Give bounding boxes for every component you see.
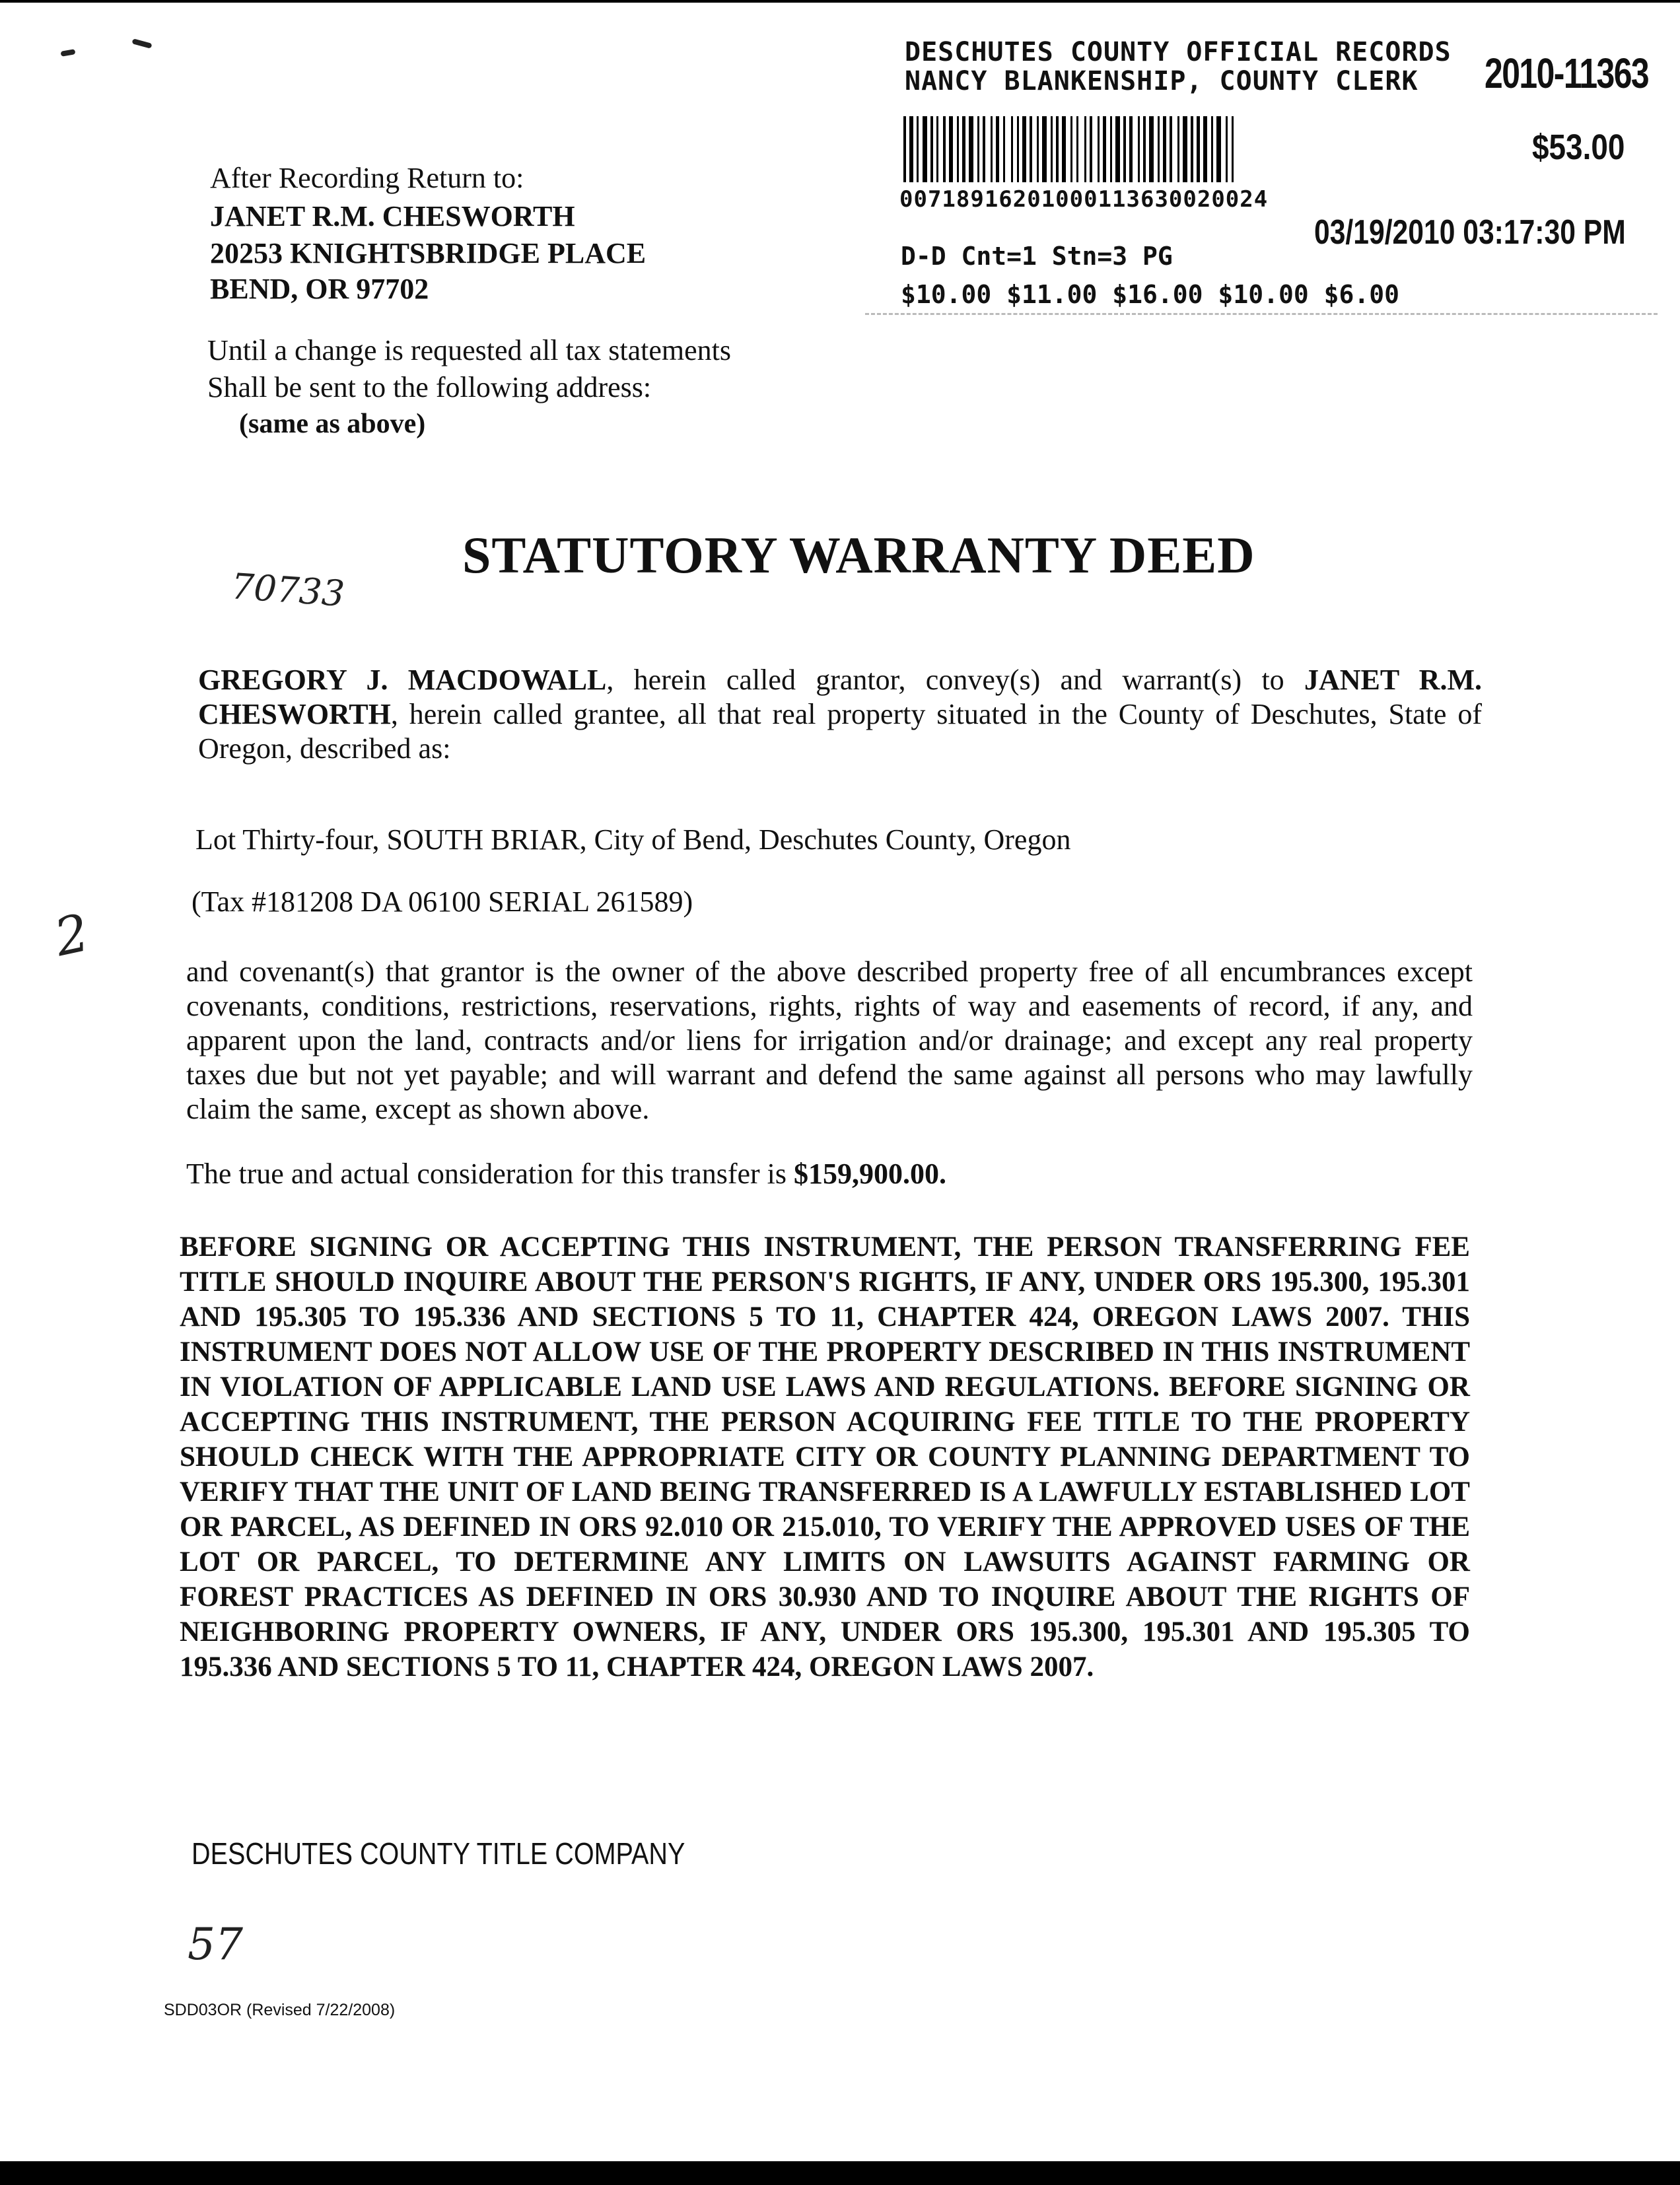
barcode-bar [936,116,938,182]
scan-bottom-band [0,2161,1680,2185]
barcode-bar [1226,116,1228,182]
barcode-bar [1183,116,1187,182]
grant-text-1: , herein called grantor, convey(s) and warrant(s) to [606,664,1304,696]
return-address-name: JANET R.M. CHESWORTH [210,200,575,232]
form-number: SDD03OR (Revised 7/22/2008) [164,2001,396,2019]
handwritten-initials: 57 [188,1919,243,1970]
barcode-bar [1163,116,1166,182]
barcode-bar [1090,116,1092,182]
barcode-bar [1211,116,1213,182]
consideration-text: The true and actual consideration for this transfer is [186,1158,794,1190]
handwritten-margin-mark: 2 [50,903,94,969]
barcode-bar [977,116,979,182]
tax-statement-line-1: Until a change is requested all tax statements [207,334,731,366]
barcode-bar [1123,116,1126,182]
consideration-line [186,1157,946,1191]
barcode-bar [1051,116,1053,182]
barcode-number: 00718916201000113630020024 [899,186,1269,213]
barcode-bar [1022,116,1026,182]
barcode-bar [1110,116,1112,182]
legal-description: Lot Thirty-four, SOUTH BRIAR, City of Bend, Deschutes County, Oregon [195,823,1071,856]
document-number: 2010-11363 [1485,50,1649,97]
barcode-bar [917,116,919,182]
return-address-city: BEND, OR 97702 [210,273,429,305]
barcode-bar [1062,116,1066,182]
grantor-name: GREGORY J. MACDOWALL [198,664,607,696]
barcode-bar [1115,116,1120,182]
barcode-bar [1030,116,1032,182]
barcode-bar [1197,116,1200,182]
barcode-bar [1158,116,1160,182]
barcode-bar [1149,116,1154,182]
barcode-bar [1138,116,1140,182]
barcode-bar [1084,116,1086,182]
barcode-bar [1129,116,1133,182]
barcode-bar [1098,116,1100,182]
barcode-bar [923,116,927,182]
barcode-bar [903,116,906,182]
grant-clause [198,663,1482,766]
barcode-bar [1170,116,1172,182]
barcode-bar [1216,116,1221,182]
barcode-bar [909,116,913,182]
barcode-bar [996,116,999,182]
scan-speck-mark [131,38,152,48]
handwritten-file-ref: 70733 [230,565,346,615]
ors-notice-paragraph: BEFORE SIGNING OR ACCEPTING THIS INSTRUMENT, THE PERSON TRANSFERRING FEE TITLE SHOULD INQUIRE ABOUT THE PERSON'S RIGHTS, IF ANY, UNDER ORS 195.300, 195.301 AND 195.305 TO 195.336 AND SECTIONS 5 TO 11, CHAPTER 424, OREGON LAWS 2007. THIS INSTRUMENT DOES NOT ALLOW USE OF THE PROPERTY DESCRIBED IN THIS INSTRUMENT IN VIOLATION OF APPLICABLE LAND USE LAWS AND REGULATIONS. BEFORE SIGNING OR ACCEPTING THIS INSTRUMENT, THE PERSON ACQUIRING FEE TITLE TO THE PROPERTY SHOULD CHECK WITH THE APPROPRIATE CITY OR COUNTY PLANNING DEPARTMENT TO VERIFY THAT THE UNIT OF LAND BEING TRANSFERRED IS A LAWFULLY ESTABLISHED LOT OR PARCEL, AS DEFINED IN ORS 92.010 OR 215.010, TO VERIFY THE APPROVED USES OF THE LOT OR PARCEL, TO DETERMINE ANY LIMITS ON LAWSUITS AGAINST FARMING OR FOREST PRACTICES AS DEFINED IN ORS 30.930 AND TO INQUIRE ABOUT THE RIGHTS OF NEIGHBORING PROPERTY OWNERS, IF ANY, UNDER ORS 195.300, 195.301 AND 195.305 TO 195.336 AND SECTIONS 5 TO 11, CHAPTER 424, OREGON LAWS 2007. [180,1231,1470,1682]
barcode-bar [1003,116,1005,182]
barcode-bar [943,116,946,182]
consideration-amount: $159,900.00. [794,1158,947,1190]
barcode-bar [930,116,933,182]
barcode-bar [1070,116,1072,182]
title-company-name: DESCHUTES COUNTY TITLE COMPANY [192,1836,685,1871]
tax-statement-line-3: (same as above) [239,409,426,439]
recording-codes: D-D Cnt=1 Stn=3 PG [901,242,1173,271]
barcode-bar [1143,116,1146,182]
barcode-bar [962,116,965,182]
barcode-bar [1042,116,1047,182]
barcode-bar [1232,116,1234,182]
tax-reference: (Tax #181208 DA 06100 SERIAL 261589) [192,885,693,918]
barcode-bar [983,116,985,182]
stamp-divider [865,313,1658,315]
recording-office-line-2: NANCY BLANKENSHIP, COUNTY CLERK [905,66,1418,96]
barcode-bar [1037,116,1039,182]
page-top-edge [0,0,1680,3]
barcode-bar [1011,116,1013,182]
recording-fees: $10.00 $11.00 $16.00 $10.00 $6.00 [901,280,1399,309]
barcode-bar [1056,116,1059,182]
return-address-street: 20253 KNIGHTSBRIDGE PLACE [210,237,647,269]
barcode-bar [1103,116,1106,182]
barcode-bar [957,116,959,182]
return-address-heading: After Recording Return to: [210,162,524,194]
barcode-bar [991,116,993,182]
tax-statement-line-2: Shall be sent to the following address: [207,371,652,403]
covenant-paragraph: and covenant(s) that grantor is the owner of the above described property free of all encumbrances except covenants, conditions, restrictions, reservations, rights, rights of way and easements of record, if any, and apparent upon the land, contracts and/or liens for irrigation and/or drainage; and except any real property taxes due but not yet payable; and will warrant and defend the same against all persons who may lawfully claim the same, except as shown above. [186,955,1473,1125]
recording-timestamp: 03/19/2010 03:17:30 PM [1314,213,1626,252]
barcode-bar [1203,116,1207,182]
barcode-graphic [903,116,1426,182]
barcode-bar [1076,116,1078,182]
total-fee: $53.00 [1532,127,1625,167]
grant-text-2: , herein called grantee, all that real property situated in the County of Deschutes, State of Oregon, described as: [198,698,1482,765]
barcode-bar [1177,116,1179,182]
barcode-bar [969,116,973,182]
barcode-bar [1191,116,1193,182]
grantee-name: JANET R.M. CHESWORTH [198,664,1482,730]
scan-speck-mark [60,49,75,57]
document-title: STATUTORY WARRANTY DEED [462,526,1255,584]
recording-office-line-1: DESCHUTES COUNTY OFFICIAL RECORDS [905,37,1452,67]
barcode-bar [1017,116,1019,182]
barcode-bar [949,116,953,182]
